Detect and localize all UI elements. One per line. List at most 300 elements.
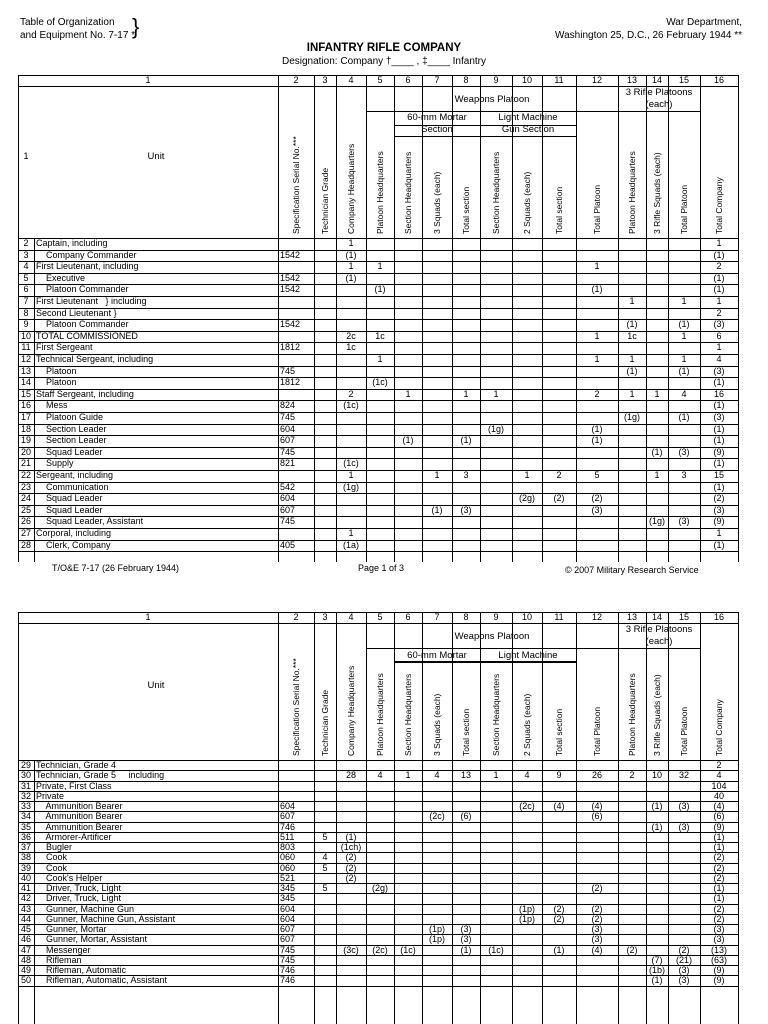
table-row: [18, 319, 738, 331]
weapons-platoon-header: Weapons Platoon: [454, 94, 530, 105]
row-value: 511: [280, 831, 295, 842]
unit-header: Unit: [147, 680, 165, 691]
row-value: 746: [280, 821, 296, 832]
unit-name: Cook: [36, 862, 68, 873]
to-number-line2: and Equipment No. 7-17 *: [20, 30, 136, 41]
table-row: [18, 904, 738, 914]
table-row: [18, 883, 738, 893]
row-value: 26: [591, 770, 602, 781]
col-label-6: Section Headquarters: [403, 151, 413, 234]
row-value: (1): [713, 249, 725, 260]
row-value: (1): [713, 377, 725, 388]
row-value: 1c: [346, 342, 356, 353]
table-row: [18, 470, 738, 482]
col-number-2: 2: [293, 612, 299, 622]
row-value: (1): [678, 319, 690, 330]
row-value: (1): [713, 883, 725, 893]
col-label-13: Platoon Headquarters: [627, 673, 637, 756]
row-number: 7: [23, 296, 29, 306]
row-value: (2): [591, 493, 603, 504]
row-value: (2): [678, 944, 690, 955]
row-value: 2: [629, 770, 635, 781]
col-number-14: 14: [651, 612, 662, 622]
row-value: (6): [713, 811, 725, 822]
col-label-6: Section Headquarters: [403, 673, 413, 756]
row-number: 41: [20, 883, 31, 893]
row-value: 1c: [375, 330, 385, 341]
row-number: 16: [20, 400, 31, 411]
row-value: 542: [280, 481, 296, 492]
row-value: (1): [713, 831, 725, 842]
row-value: 1: [405, 770, 411, 781]
table-row: [18, 331, 738, 343]
row-value: 607: [280, 504, 296, 515]
table-row: [18, 873, 738, 883]
table-row: [18, 261, 738, 273]
row-value: 1: [629, 388, 635, 399]
col-number-15: 15: [678, 75, 689, 85]
unit-name: Platoon Guide: [36, 412, 104, 422]
table-row: [18, 540, 738, 552]
row-value: (9): [713, 821, 725, 832]
row-value: 1: [654, 470, 660, 480]
toe-table-part1: [18, 75, 738, 562]
table-row: [18, 801, 738, 811]
row-number: 19: [20, 435, 31, 446]
row-value: (1c): [488, 944, 504, 955]
table-row: [18, 516, 738, 528]
row-value: 4: [524, 770, 530, 781]
col-label-15: Total Platoon: [679, 184, 689, 234]
unit-name: Ammunition Bearer: [36, 821, 123, 832]
row-number: 36: [20, 831, 31, 842]
unit-header: Unit: [147, 150, 165, 162]
row-value: (1): [591, 435, 603, 446]
col-label-2: Specification Serial No.***: [291, 658, 301, 756]
col-label-16: Total Company: [714, 177, 724, 234]
row-value: (4): [591, 944, 603, 955]
col-number-10: 10: [521, 75, 532, 85]
mortar-section-header2: Section: [421, 124, 453, 135]
toe-table-part2: [18, 612, 738, 1024]
col-label-5: Platoon Headquarters: [375, 673, 385, 756]
row-value: (3): [713, 504, 725, 515]
row-value: (9): [713, 975, 725, 986]
row-number: 29: [20, 760, 31, 770]
table-row: [18, 342, 738, 354]
row-value: (1g): [342, 481, 359, 492]
mg-section-header2: Gun Section: [501, 124, 555, 135]
col-number-14: 14: [651, 75, 662, 85]
row-value: 9: [556, 770, 562, 781]
row-value: (3): [713, 365, 725, 376]
col-number-8: 8: [463, 612, 469, 622]
row-number: 17: [20, 412, 31, 422]
row-value: 604: [280, 423, 296, 434]
unit-name: Driver, Truck, Light: [36, 883, 122, 893]
row-value: 28: [345, 770, 356, 781]
row-number: 6: [23, 284, 29, 295]
table-row: [18, 842, 738, 852]
row-number: 38: [20, 852, 31, 863]
row-number: 8: [23, 307, 29, 318]
unit-name: Rifleman, Automatic: [36, 965, 127, 975]
table-row: [18, 811, 738, 821]
row-value: (2): [553, 903, 565, 914]
row-value: (2): [713, 852, 725, 863]
unit-name: Private: [36, 790, 65, 801]
row-value: (1c): [343, 458, 359, 469]
row-number: 32: [20, 790, 31, 801]
table-row: [18, 377, 738, 389]
table-row: [18, 528, 738, 540]
table-row: [18, 934, 738, 944]
unit-name: Squad Leader: [36, 504, 103, 515]
unit-name: Section Leader: [36, 435, 107, 446]
row-value: 4: [716, 770, 722, 781]
row-value: 1: [405, 388, 411, 399]
row-value: (2): [553, 913, 565, 924]
row-value: (2): [713, 913, 725, 924]
table-row: [18, 893, 738, 903]
row-number: 24: [20, 493, 31, 504]
row-value: (3): [591, 504, 603, 515]
unit-name: Ammunition Bearer: [36, 801, 123, 811]
row-value: (1): [713, 842, 725, 852]
row-value: 2: [716, 760, 722, 770]
row-number: 49: [20, 965, 31, 975]
row-number: 47: [20, 944, 31, 955]
row-value: 3: [463, 470, 469, 480]
row-value: 1: [716, 296, 722, 306]
row-value: (1g): [487, 423, 504, 434]
row-value: (1): [345, 272, 357, 283]
row-value: 40: [713, 790, 724, 801]
mg-section-header: Light Machine: [498, 650, 558, 661]
col-number-7: 7: [434, 612, 440, 622]
unit-name: Gunner, Mortar: [36, 924, 107, 934]
row-value: (1): [713, 481, 725, 492]
table-row: [18, 366, 738, 378]
table-row: [18, 273, 738, 285]
row-value: (1): [591, 423, 603, 434]
row-value: (1): [713, 458, 725, 469]
weapons-platoon-header: Weapons Platoon: [454, 631, 530, 642]
row-value: 1: [493, 388, 499, 399]
col-number-6: 6: [405, 75, 411, 85]
row-value: (1): [713, 435, 725, 446]
row-value: (1): [402, 435, 414, 446]
row-value: 405: [280, 539, 296, 550]
row-number: 37: [20, 842, 31, 852]
row-number: 22: [20, 470, 31, 480]
row-value: (4): [553, 801, 565, 811]
row-value: 1812: [280, 377, 301, 388]
row-value: (3): [678, 821, 690, 832]
row-value: (2): [713, 862, 725, 873]
row-value: (7): [651, 954, 663, 965]
row-value: (63): [710, 954, 727, 965]
row-number: 25: [20, 504, 31, 515]
row-value: (1): [626, 365, 638, 376]
col-number-7: 7: [434, 75, 440, 85]
row-number: 26: [20, 516, 31, 527]
row-value: (9): [713, 965, 725, 975]
table-row: [18, 447, 738, 459]
row-value: 803: [280, 842, 296, 852]
row-value: 1: [716, 528, 722, 538]
row-value: (1): [713, 400, 725, 411]
unit-name: Platoon: [36, 377, 77, 388]
row-value: (1p): [428, 934, 445, 945]
table-row: [18, 945, 738, 955]
row-value: 16: [713, 388, 724, 399]
row-value: 746: [280, 965, 296, 975]
table-row: [18, 435, 738, 447]
row-value: 745: [280, 365, 296, 376]
row-value: (2): [591, 913, 603, 924]
row-value: 5: [594, 470, 600, 480]
row-value: 4: [377, 770, 383, 781]
row-value: (1g): [623, 412, 640, 422]
row-value: (21): [675, 954, 692, 965]
mortar-section-header: 60-mm Mortar: [407, 650, 467, 661]
table-row: [18, 924, 738, 934]
unit-name: Bugler: [36, 842, 73, 852]
row-value: 2: [556, 470, 562, 480]
row-value: (3): [678, 965, 690, 975]
unit-name: First Lieutenant, including: [36, 261, 139, 272]
col-label-8: Total section: [461, 708, 471, 756]
row-value: (1c): [343, 400, 359, 411]
row-value: (2g): [371, 883, 388, 893]
row-value: 1c: [627, 330, 637, 341]
mg-section-header: Light Machine: [498, 112, 558, 123]
col-label-5: Platoon Headquarters: [375, 151, 385, 234]
row-value: (3): [713, 934, 725, 945]
row-number: 2: [23, 238, 29, 248]
col-number-1: 1: [145, 612, 151, 622]
table-row: [18, 493, 738, 505]
row-value: 745: [280, 412, 296, 422]
row-number: 40: [20, 872, 31, 883]
row-number: 30: [20, 770, 31, 781]
row-value: 1: [594, 330, 600, 341]
row-number: 18: [20, 423, 31, 434]
footer-page: Page 1 of 3: [358, 563, 405, 573]
row-value: (1): [553, 944, 565, 955]
row-number: 50: [20, 975, 31, 986]
row-value: (2c): [429, 811, 445, 822]
row-value: 745: [280, 446, 296, 457]
row-value: 1: [377, 354, 383, 364]
row-number: 27: [20, 528, 31, 538]
table-row: [18, 308, 738, 320]
table-row: [18, 781, 738, 791]
row-value: 1542: [280, 319, 301, 330]
unit-name: Gunner, Mortar, Assistant: [36, 934, 148, 945]
footer-copyright: © 2007 Military Research Service: [565, 565, 699, 575]
col-label-11: Total section: [554, 186, 564, 234]
unit-name: Sergeant, including: [36, 470, 114, 480]
row-value: (2): [591, 883, 603, 893]
row-number: 46: [20, 934, 31, 945]
row-value: 1: [524, 470, 530, 480]
row-value: (1p): [518, 913, 535, 924]
col-number-10: 10: [521, 612, 532, 622]
row-value: 5: [322, 862, 328, 873]
table-row: [18, 482, 738, 494]
row-value: (1c): [372, 377, 388, 388]
unit-name: Second Lieutenant }: [36, 307, 117, 318]
row-value: (1): [651, 975, 663, 986]
row-value: 1: [493, 770, 499, 781]
unit-name: Technician, Grade 5 including: [36, 770, 165, 781]
row-value: 10: [651, 770, 662, 781]
row-number: 13: [20, 365, 31, 376]
rifle-platoons-each: (each): [645, 636, 673, 647]
row-value: (3): [713, 319, 725, 330]
row-value: (13): [710, 944, 727, 955]
col-label-7: 3 Squads (each): [432, 171, 442, 234]
row-value: 824: [280, 400, 296, 411]
unit-name: Captain, including: [36, 238, 108, 248]
table-row: [18, 238, 738, 250]
col-label-12: Total Platoon: [592, 184, 602, 234]
mortar-section-header: 60-mm Mortar: [407, 112, 467, 123]
row-value: (2): [553, 493, 565, 504]
row-value: 4: [681, 388, 687, 399]
row-value: (1a): [342, 539, 359, 550]
table-row: [18, 400, 738, 412]
row-value: 521: [280, 872, 296, 883]
row-number: 20: [20, 446, 31, 457]
col-number-5: 5: [377, 75, 383, 85]
row-value: (3): [678, 446, 690, 457]
row-number: 39: [20, 862, 31, 873]
row-number: 3: [23, 249, 29, 260]
table-row: [18, 389, 738, 401]
col-number-2: 2: [293, 75, 299, 85]
row-number: 12: [20, 354, 31, 364]
row-number: 5: [23, 272, 29, 283]
col-number-4: 4: [348, 75, 354, 85]
unit-name: Staff Sergeant, including: [36, 388, 134, 399]
unit-name: Communication: [36, 481, 109, 492]
col-number-4: 4: [348, 612, 354, 622]
table-row: [18, 284, 738, 296]
unit-name: Rifleman: [36, 954, 82, 965]
row-value: 060: [280, 852, 296, 863]
row-value: (2): [591, 903, 603, 914]
unit-name: Company Commander: [36, 249, 137, 260]
col-number-16: 16: [713, 75, 724, 85]
row-value: 1: [681, 354, 687, 364]
col-label-3: Technician Grade: [320, 167, 330, 234]
unit-name: First Lieutenant } including: [36, 296, 147, 306]
row-value: 1: [716, 238, 722, 248]
row-value: (2): [713, 903, 725, 914]
row-value: (1): [374, 284, 386, 295]
row-value: 745: [280, 516, 296, 527]
row-number: 21: [20, 458, 31, 469]
row-value: 4: [434, 770, 440, 781]
col-label-9: Section Headquarters: [491, 673, 501, 756]
table-row: [18, 791, 738, 801]
col-number-9: 9: [493, 612, 499, 622]
col-label-2: Specification Serial No.***: [291, 136, 301, 234]
row-value: 1: [377, 261, 383, 272]
row-value: (1): [678, 412, 690, 422]
col-label-3: Technician Grade: [320, 689, 330, 756]
row-value: (9): [713, 516, 725, 527]
row-value: 604: [280, 493, 296, 504]
row-value: (1): [591, 284, 603, 295]
row-number: 31: [20, 780, 31, 791]
col-label-4: Company Headquarters: [346, 143, 356, 234]
row-value: (1): [713, 284, 725, 295]
row-value: (2): [345, 862, 357, 873]
col-label-13: Platoon Headquarters: [627, 151, 637, 234]
unit-name: Platoon Commander: [36, 284, 129, 295]
rifle-platoons-header: 3 Rifle Platoons: [625, 624, 693, 635]
col-number-3: 3: [322, 75, 328, 85]
table-row: [18, 296, 738, 308]
row-value: (2c): [519, 801, 535, 811]
col-label-8: Total section: [461, 186, 471, 234]
unit-name: Platoon: [36, 365, 77, 376]
footer-left: T/O&E 7-17 (26 February 1944): [52, 563, 180, 573]
row-value: (1c): [400, 944, 416, 955]
unit-name: Technician, Grade 4: [36, 760, 117, 770]
row-value: 2: [716, 261, 722, 272]
row-value: (1): [431, 504, 443, 515]
row-value: 746: [280, 975, 296, 986]
row-value: (1g): [648, 516, 665, 527]
row-value: (2g): [518, 493, 535, 504]
row-number: 14: [20, 377, 31, 388]
unit-name: Squad Leader: [36, 493, 103, 504]
col-label-9: Section Headquarters: [491, 151, 501, 234]
row-value: 13: [460, 770, 471, 781]
unit-name: Squad Leader, Assistant: [36, 516, 144, 527]
row-value: (1): [713, 423, 725, 434]
row-number: 23: [20, 481, 31, 492]
table-row: [18, 832, 738, 842]
row-value: (1): [345, 831, 357, 842]
row-number: 48: [20, 954, 31, 965]
row-value: (3): [678, 975, 690, 986]
row-value: (4): [713, 801, 725, 811]
row-value: 604: [280, 801, 296, 811]
row-value: (2): [626, 944, 638, 955]
row-number: 4: [23, 261, 29, 272]
col-label-16: Total Company: [714, 699, 724, 756]
row-value: 821: [280, 458, 296, 469]
col-number-12: 12: [591, 612, 602, 622]
table-row: [18, 863, 738, 873]
table-row: [18, 760, 738, 770]
row-value: (1): [713, 893, 725, 904]
row-value: 745: [280, 954, 296, 965]
table-row: [18, 965, 738, 975]
row-value: 104: [711, 780, 727, 791]
row-value: 745: [280, 944, 296, 955]
rifle-platoons-each: (each): [645, 99, 673, 110]
row-number: 9: [23, 319, 29, 330]
unit-name: Messenger: [36, 944, 91, 955]
row-value: (1): [460, 944, 472, 955]
